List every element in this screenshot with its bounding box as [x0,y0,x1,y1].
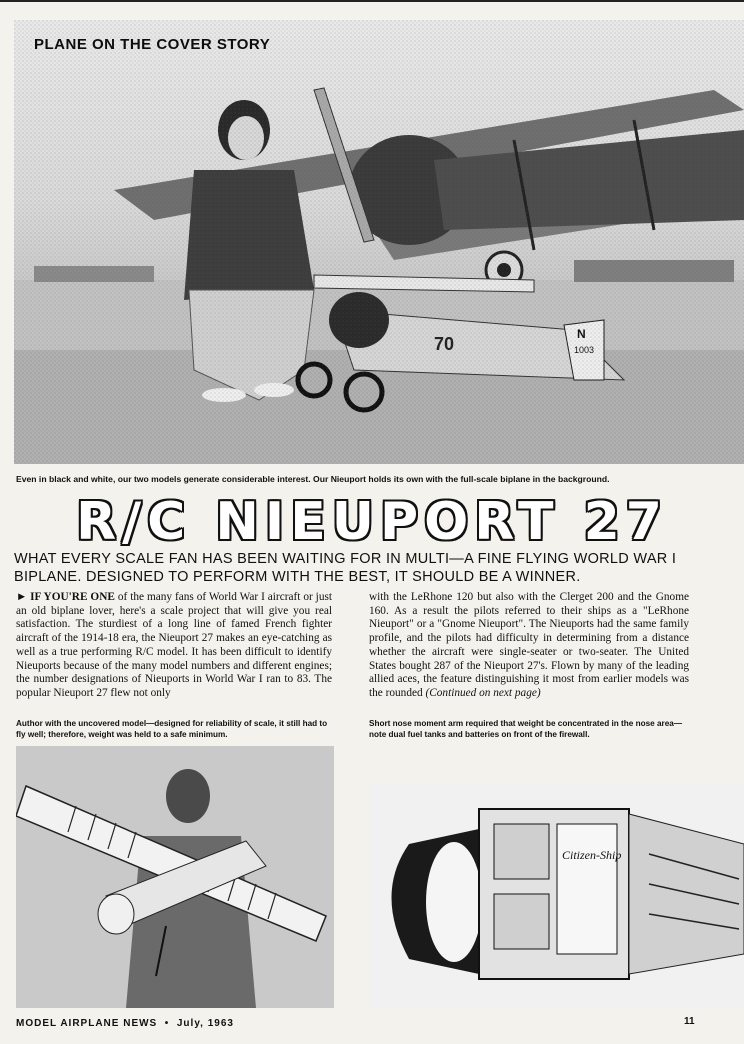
lead-in: IF YOU'RE ONE [30,591,115,603]
nose-photo-illustration [369,784,744,1008]
caption-left: Author with the uncovered model—designed for reliability of scale, it still had to fly well; therefore, weight was held to a safe minimum. [16,719,328,739]
article-title: R/C NIEUPORT 27 [76,492,668,552]
author-photo [16,746,334,1008]
page-footer [16,1018,234,1029]
magazine-name: MODEL AIRPLANE NEWS [16,1018,158,1029]
article-deck: WHAT EVERY SCALE FAN HAS BEEN WAITING FOR IN MULTI—A FINE FLYING WORLD WAR I BIPLANE. DESIGNED TO PERFORM WITH THE BEST, IT SHOULD BE A WINNER. [14,551,677,585]
cover-photo-illustration [14,20,744,464]
cover-photo [14,20,744,464]
issue-date: July, 1963 [176,1018,234,1029]
page-top-rule [0,0,744,2]
body-column-left [16,591,332,701]
lead-marker: ► [16,591,28,603]
cover-kicker: PLANE ON THE COVER STORY [34,36,271,53]
author-head [166,769,210,823]
page-number: 11 [684,1016,695,1027]
body-text-right: with the LeRhone 120 but also with the Clerget 200 and the Gnome 160. As a result the pilots referred to their ships as a "LeRhone Nieuport" or a "Gnome Nieuport". The Nieuports had the same family profile, and the pilots had difficulty in determining from a distance whether the aircraft were single-seater or two-seater. The United States bought 287 of the Nieuport 27's. Flown by many of the leading allied aces, the feature distinguishing it most from earlier models was the rounded [369,591,689,699]
footer-bullet: • [164,1018,170,1029]
nose-photo [369,784,744,1008]
continued-note: (Continued on next page) [425,686,541,699]
fuel-tank-2 [494,894,549,949]
battery-pack [557,824,617,954]
caption-right: Short nose moment arm required that weight be concentrated in the nose area—note dual fuel tanks and batteries on front of the firewall. [369,719,683,739]
fuel-tank-1 [494,824,549,879]
cover-caption: Even in black and white, our two models generate considerable interest. Our Nieuport holds its own with the full-scale biplane in the background. [16,474,610,484]
body-column-right [369,591,689,701]
body-text-left: of the many fans of World War I aircraft or just an old biplane lover, here's a scale project that will give you real satisfaction. The sturdiest of a long line of famed French fighter aircraft of the 1914-18 era, the Nieuport 27 makes an eye-catching as well as a true performing R/C model. It has been difficult to identify Nieuports because of the many model numbers and different engines; the number designations of Nieuports in World War I ran to 83. The popular Nieuport 27 flew not only [16,591,333,699]
author-photo-illustration [16,746,334,1008]
tank-label: Citizen-Ship [562,848,622,862]
